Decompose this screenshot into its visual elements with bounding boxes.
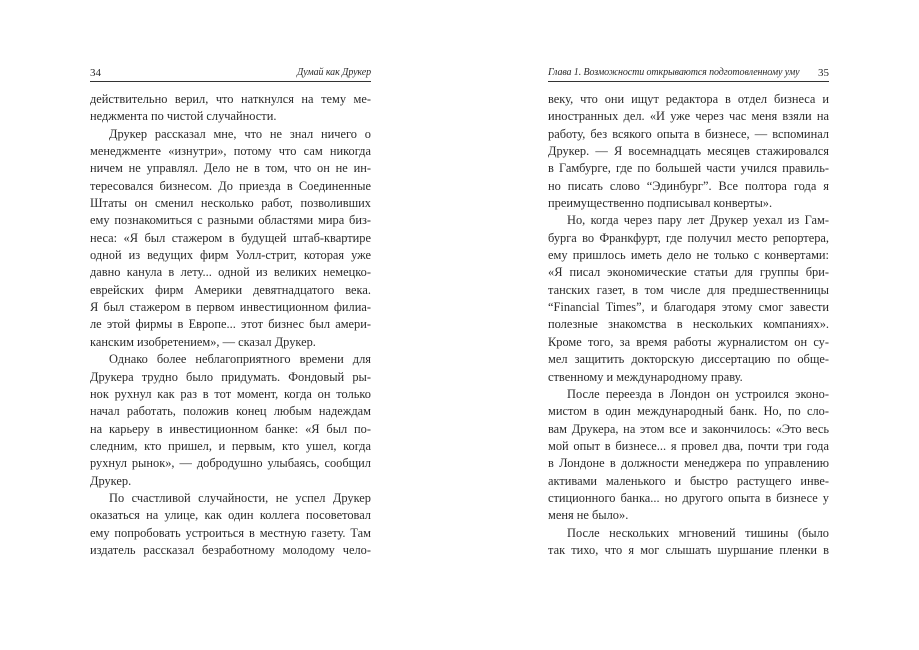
text-line: оказаться на улице, как один коллега посоветовал xyxy=(90,508,371,523)
left-running-title: Думай как Друкер xyxy=(297,67,371,78)
right-running-head xyxy=(548,66,829,82)
text-line: одной из ведущих фирм Уолл-стрит, которая уже xyxy=(90,248,371,263)
left-page-number: 34 xyxy=(90,67,101,79)
right-running-title: Глава 1. Возможности открываются подготовленному уму xyxy=(548,67,800,78)
text-line: Друкер. xyxy=(90,473,132,488)
text-line: Кроме того, за время работы журналистом он су- xyxy=(548,334,829,349)
text-line: танских газет, в том числе для предшественницы xyxy=(548,282,829,297)
text-line: иностранных дел. «И уже через час меня взяли на xyxy=(548,109,829,124)
right-page-body xyxy=(548,91,829,559)
text-line: Однако более неблагоприятного времени для xyxy=(109,352,371,367)
text-line: По счастливой случайности, не успел Друкер xyxy=(109,490,371,505)
text-line: действительно верил, что наткнулся на тему ме- xyxy=(90,92,371,106)
text-line: вам Друкера, на этом все и закончилось: «Это весь xyxy=(548,421,829,436)
text-line: неджмента по чистой случайности. xyxy=(90,109,277,124)
text-line: так тихо, что я мог слышать шуршание пленки в xyxy=(548,542,829,557)
text-line: давно канула в лету... одной из великих немецко- xyxy=(90,265,371,280)
text-line: тересовался бизнесом. До приезда в Соединенные xyxy=(90,178,371,193)
text-line: начал работать, положив конец любым надеждам xyxy=(90,404,371,419)
text-line: Друкер. — Я восемнадцать месяцев стажировался xyxy=(548,144,829,159)
text-line: После нескольких мгновений тишины (было xyxy=(567,525,829,540)
text-line: Но, когда через пару лет Друкер уехал из Гам- xyxy=(567,213,829,228)
text-line: стиционного банка... но другого опыта в бизнесе у xyxy=(548,490,829,505)
text-line: менеджменте «изнутри», потому что сам никогда xyxy=(90,144,371,159)
text-line: ему пришлось иметь дело не только с конвертами: xyxy=(548,248,829,263)
text-line: После переезда в Лондон он устроился эконо- xyxy=(567,386,829,401)
text-line: “Financial Times”, и благодаря этому смог завести xyxy=(548,300,829,315)
text-line: в Лондоне в должности менеджера по управлению xyxy=(548,456,829,471)
text-line: канским изобретением», — сказал Друкер. xyxy=(90,334,316,349)
text-line: меня не было». xyxy=(548,508,629,523)
text-line: Я был стажером в первом инвестиционном филиа- xyxy=(90,300,371,315)
text-line: еврейских фирм Америки девятнадцатого века. xyxy=(90,282,371,297)
text-line: Друкер рассказал мне, что не знал ничего о xyxy=(109,126,371,141)
left-page xyxy=(90,66,371,559)
text-line: мистом в один международный банк. Но, по сло- xyxy=(548,404,829,419)
text-line: ему познакомиться с разными областями мира биз- xyxy=(90,213,371,228)
text-line: ле этой фирмы в Европе... этот бизнес был амери- xyxy=(90,317,371,332)
text-line: но писать слово “Эдинбург”. Все полтора года я xyxy=(548,178,829,193)
text-line: ему попробовать устроиться в местную газету. Там xyxy=(90,525,371,540)
text-line: нок рухнул как раз в тот момент, когда он только xyxy=(90,386,371,401)
text-line: рухнул рынок», — добродушно улыбаясь, сообщил xyxy=(90,456,371,471)
right-page xyxy=(548,66,829,559)
text-line: бурга во Франкфурт, где получил место репортера, xyxy=(548,230,829,245)
right-page-number: 35 xyxy=(818,67,829,79)
text-line: ничем не управлял. Дело не в том, что он не ин- xyxy=(90,161,371,176)
text-line: Друкера трудно было придумать. Фондовый ры- xyxy=(90,369,371,384)
text-line: Штаты он сменил несколько работ, позволивших xyxy=(90,196,371,211)
text-line: на карьеру в инвестиционном банке: «Я был по- xyxy=(90,421,371,436)
text-line: преимущественно подписывал конверты». xyxy=(548,196,773,211)
text-line: «Я писал экономические статьи для группы бри- xyxy=(548,265,829,280)
text-line: мой опыт в бизнесе... я провел два, почти три года xyxy=(548,438,829,453)
left-page-body xyxy=(90,91,371,559)
text-line: неса: «Я был стажером в будущей штаб-квартире xyxy=(90,230,371,245)
text-line: работу, без всякого опыта в бизнесе, — вспоминал xyxy=(548,126,829,141)
text-line: полезные знакомства в нескольких компаниях». xyxy=(548,317,829,332)
text-line: активами маленького и быстро растущего инве- xyxy=(548,473,829,488)
text-line: мел защитить докторскую диссертацию по обще- xyxy=(548,352,829,367)
text-line: в Гамбурге, где по большей части учился правиль- xyxy=(548,161,829,176)
text-line: веку, что они ищут редактора в отдел бизнеса и xyxy=(548,92,829,106)
left-running-head xyxy=(90,66,371,82)
text-line: ственному и международному праву. xyxy=(548,369,743,384)
text-line: следним, кто пришел, и первым, кто ушел, когда xyxy=(90,438,371,453)
text-line: издатель рассказал безработному молодому чело- xyxy=(90,542,371,557)
